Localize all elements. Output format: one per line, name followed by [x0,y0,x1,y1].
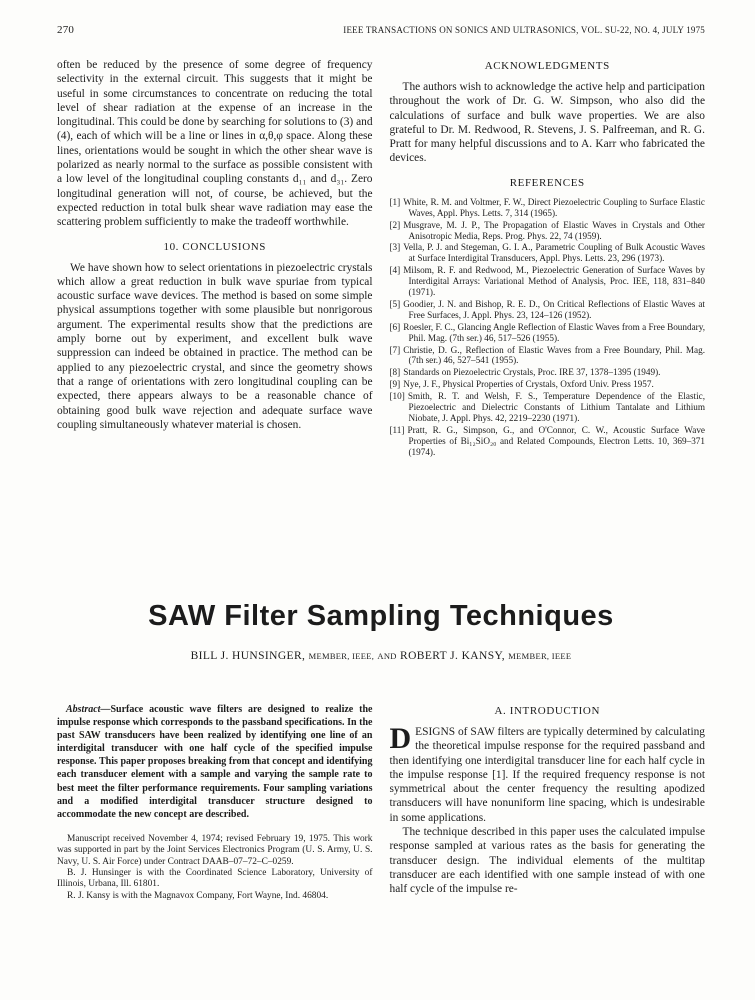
reference-text: Goodier, J. N. and Bishop, R. E. D., On Critical Reflections of Elastic Waves at Free Surfaces, J. Appl. Phys. 23, 124–126 (1952). [403,298,705,320]
authors-conjunction: AND [377,651,397,661]
reference-text: Standards on Piezoelectric Crystals, Proc. IRE 37, 1378–1395 (1949). [403,367,661,378]
reference-text: Musgrave, M. J. P., The Propagation of Elastic Waves in Crystals and Other Anisotropic Media, Reps. Prog. Phys. 22, 74 (1959). [403,219,705,241]
reference-number: [9] [389,379,401,390]
left-column-top [57,58,373,544]
conclusions-paragraph: We have shown how to select orientations in piezoelectric crystals which allow a great reduction in bulk wave spuriae from typical acoustic surface wave devices. The method is based on some simple physical assumptions together with some plausible but nonrigorous argument. The experimental results show that the predictions are amply borne out by experiment, and excellent bulk wave suppression can indeed be obtained in practice. The method can be applied to any piezoelectric crystal, and since the geometry shows that a range of orientations with zero longitudinal coupling can be expected, there appears always to be a reasonable chance of obtaining good bulk wave rejection and adequate surface wave coupling simultaneously whatever material is chosen. [57,261,373,431]
reference-item [390,322,706,344]
page-header [57,24,705,36]
footnotes [57,834,373,902]
reference-item [390,367,706,378]
reference-number: [10] [389,391,405,402]
bottom-columns [57,703,705,902]
reference-item [390,345,706,367]
acknowledgments-paragraph: The authors wish to acknowledge the active help and participation throughout the work of Dr. G. W. Simpson, who also did the calculations of surface and bulk wave properties. We are also grateful to Dr. M. Redwood, R. Stevens, J. S. Palfreeman, and R. G. Pratt for many helpful discussions and to A. Karr who fabricated the devices. [389,81,705,165]
reference-text: Roesler, F. C., Glancing Angle Reflection of Elastic Waves from a Free Boundary, Phil. Mag. (7th ser.) 46, 517–526 (1955). [403,321,705,343]
introduction-text: ESIGNS of SAW filters are typically determined by calculating the theoretical impulse response for the required passband and then identifying one interdigital transducer line for each half cycle in the impulse response [1]. If the required frequency response is not symmetrical about the center frequency the resulting apodized transducers will have nonuniform line spacing, which is undesirable in some applications. [389,726,705,824]
acknowledgments-heading: ACKNOWLEDGMENTS [484,60,610,72]
abstract-label: Abstract— [66,704,111,715]
reference-number: [5] [389,298,401,309]
footnote-affiliation-1: B. J. Hunsinger is with the Coordinated Science Laboratory, University of Illinois, Urbana, Ill. 61801. [57,868,373,890]
authors-line [57,650,705,662]
reference-text: Christie, D. G., Reflection of Elastic Waves from a Free Boundary, Phil. Mag. (7th ser.) 46, 527–541 (1955). [403,344,705,366]
reference-text: Nye, J. F., Physical Properties of Crystals, Oxford Univ. Press 1957. [403,379,654,390]
reference-number: [1] [389,196,401,207]
reference-item [390,197,706,219]
reference-item [390,425,706,458]
continued-paragraph: often be reduced by the presence of some degree of frequency selectivity in the external circuit. This suggests that it might be useful in some circumstances to concentrate on reducing the total level of shear radiation at the expense of an increase in the longitudinal. This could be done by searching for solutions to (3) and (4), each of which will be a line or lines in α,θ,φ space. Along these lines, orientations would be sought in which the other shear wave is polarized as nearly normal to the surface as possible consistent with a low level of the longitudinal coupling constants d₁₁ and d₃₁. Zero longitudinal generation will not, of course, be achieved, but the expected reduction in total bulk shear wave radiation may ease the scattering problem sufficiently to make the tradeoff worthwhile. [57,59,373,229]
reference-text: White, R. M. and Voltmer, F. W., Direct Piezoelectric Coupling to Surface Elastic Waves, Appl. Phys. Letts. 7, 314 (1965). [403,196,705,218]
right-column-bottom [390,703,706,902]
reference-item [390,220,706,242]
reference-number: [11] [389,424,405,435]
reference-text: Milsom, R. F. and Redwood, M., Piezoelectric Generation of Surface Waves by Interdigital Arrays: Variational Method of Analysis, Proc. IEE, 118, 831–840 (1971). [403,265,705,298]
page-number: 270 [57,24,75,36]
footnote-manuscript: Manuscript received November 4, 1974; revised February 19, 1975. This work was supported in part by the Joint Services Electronics Program (U. S. Army, U. S. Navy, U. S. Air Force) under Contract DAAB–07–72–C–0259. [57,833,373,867]
reference-text: Smith, R. T. and Welsh, F. S., Temperature Dependence of the Elastic, Piezoelectric and Dielectric Constants of Lithium Tantalate and Lithium Niobate, J. Appl. Phys. 42, 2219–2230 (1971). [407,391,705,423]
conclusions-heading: 10. CONCLUSIONS [163,240,266,253]
drop-cap: D [389,722,412,755]
right-column-top [390,58,706,544]
reference-item [390,242,706,264]
introduction-paragraph-1 [389,722,706,825]
reference-text: Pratt, R. G., Simpson, G., and O'Connor, C. W., Acoustic Surface Wave Properties of Bi₁₂SiO₂₀ and Related Compounds, Electron Letts. 10, 369–371 (1974). [407,424,705,457]
abstract-paragraph [57,703,373,821]
abstract-text: Surface acoustic wave filters are designed to realize the impulse response which corresponds to the passband specifications. In the past SAW transducers have been realized by identifying one line of an interdigital transducer with one half cycle of the specified impulse response. This paper proposes breaking from that concept and identifying each transducer element with a sample and varying the sample rate to best meet the filter performance requirements. Four sampling variations and a modified interdigital transducer structure designed to accommodate the new concept are described. [57,704,373,820]
references-list [390,197,706,458]
journal-title: IEEE TRANSACTIONS ON SONICS AND ULTRASONICS, VOL. SU-22, NO. 4, JULY 1975 [343,25,705,35]
reference-number: [2] [389,219,401,230]
introduction-paragraph-2: The technique described in this paper uses the calculated impulse response sampled at various rates as the basis for generating the transducer design. The individual elements of the multitap transducer are each identified with one sample instead of with one half cycle of the impulse re- [389,826,705,896]
top-columns [57,58,705,544]
author-name-2: ROBERT J. KANSY, [400,650,506,662]
reference-number: [6] [389,321,401,332]
author-name-1: BILL J. HUNSINGER, [190,650,306,662]
article-title: SAW Filter Sampling Techniques [148,600,614,632]
reference-item [390,391,706,424]
reference-number: [3] [389,242,401,253]
reference-number: [4] [389,265,401,276]
left-column-bottom [57,703,373,902]
reference-number: [7] [389,344,401,355]
references-heading: REFERENCES [509,176,585,189]
reference-item [390,299,706,321]
reference-item [390,379,706,390]
introduction-heading: A. INTRODUCTION [494,705,601,717]
reference-item [390,265,706,298]
author-membership-1: MEMBER, IEEE, [308,651,375,661]
author-membership-2: MEMBER, IEEE [508,651,572,661]
reference-text: Vella, P. J. and Stegeman, G. I. A., Parametric Coupling of Bulk Acoustic Waves at Surface Interdigital Transducers, Appl. Phys. Letts. 23, 296 (1973). [403,242,705,264]
footnote-affiliation-2: R. J. Kansy is with the Magnavox Company, Fort Wayne, Ind. 46804. [67,890,329,901]
reference-number: [8] [389,367,401,378]
